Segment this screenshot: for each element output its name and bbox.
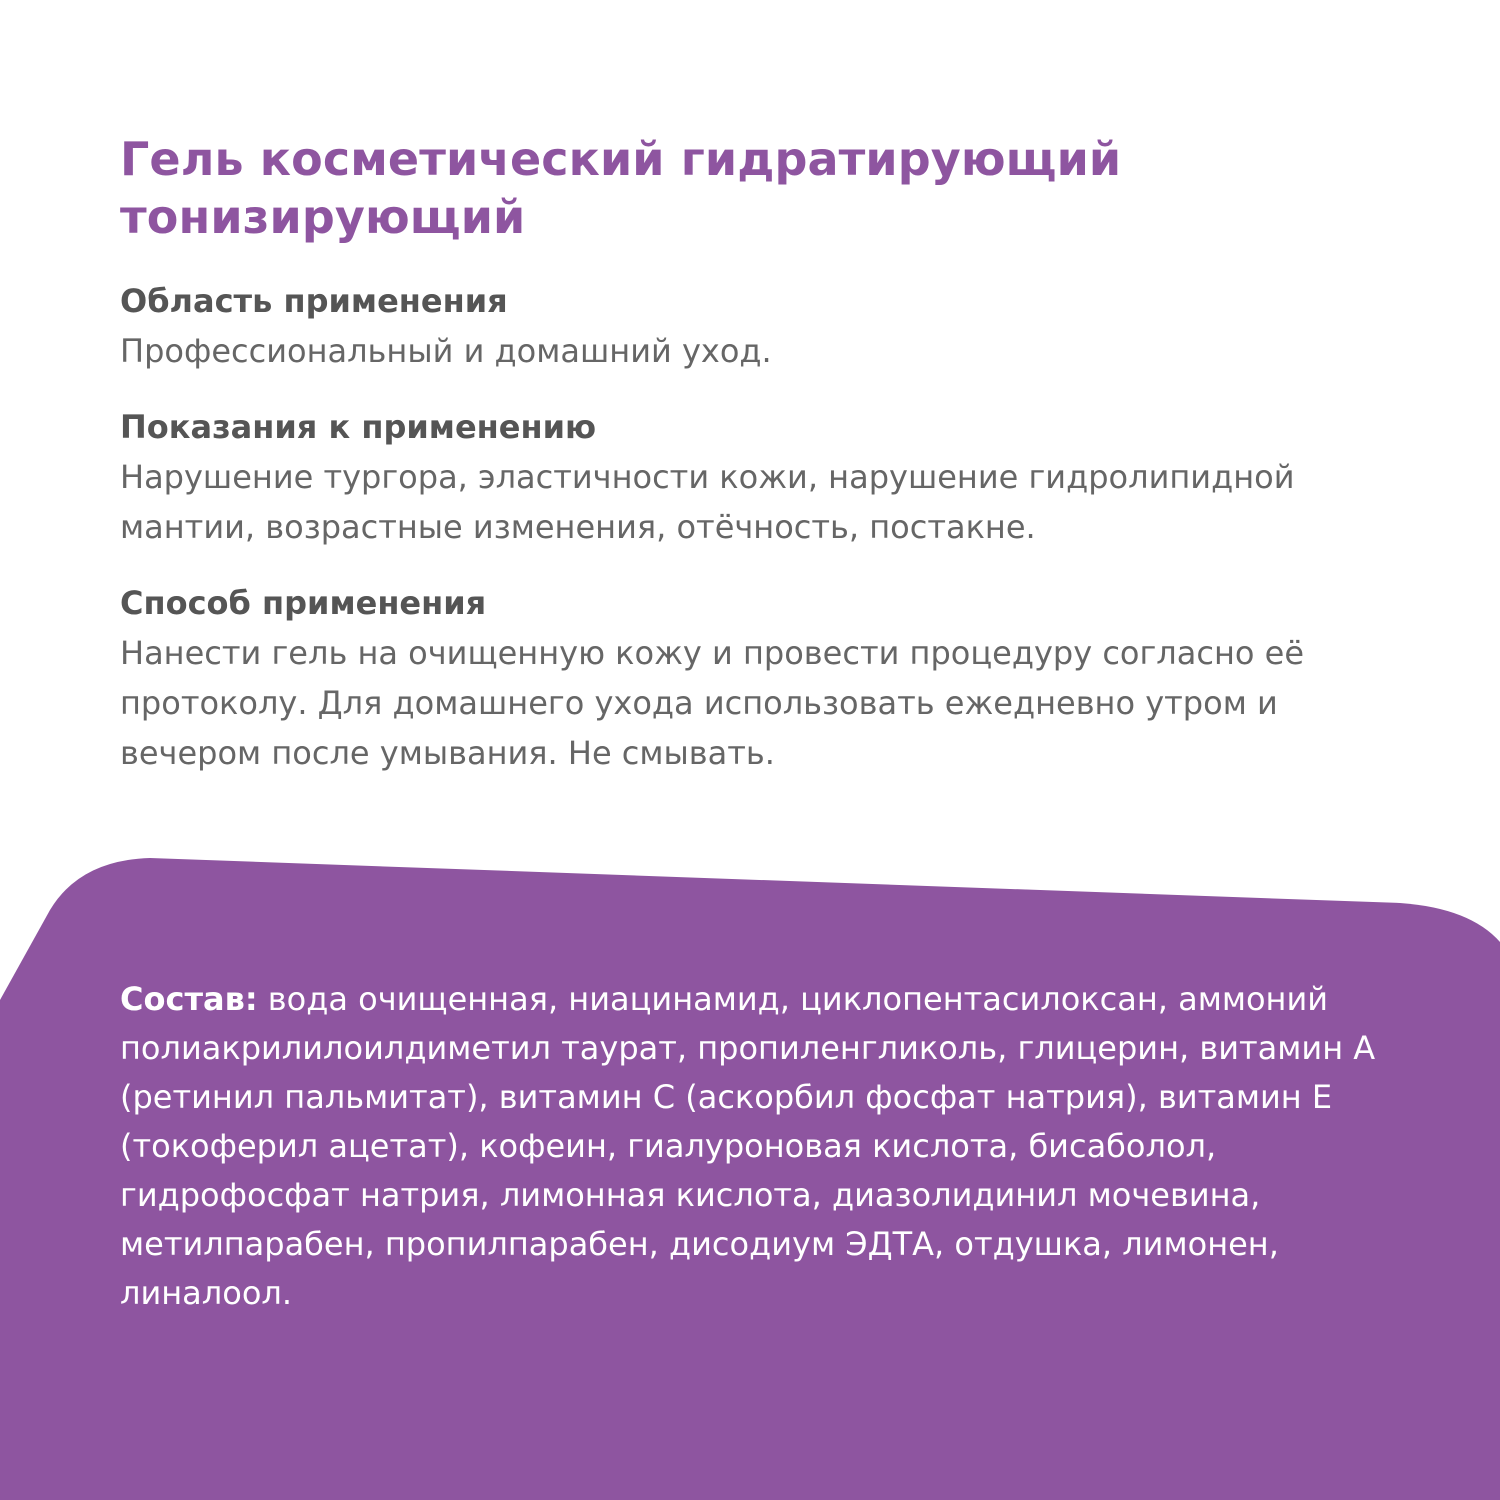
composition-label: Состав: <box>120 980 258 1018</box>
composition-text: вода очищенная, ниацинамид, циклопентасилоксан, аммоний полиакрилилоилдиметил таурат, пропиленгликоль, глицерин, витамин А (ретинил пальмитат), витамин С (аскорбил фосфат натрия), витамин Е (токоферил ацетат), кофеин, гиалуроновая кислота, бисаболол, гидрофосфат натрия, лимонная кислота, диазолидинил мочевина, метилпарабен, пропилпарабен, дисодиум ЭДТА, отдушка, лимонен, линалоол. <box>120 980 1376 1312</box>
section-heading: Область применения <box>120 282 508 320</box>
section-heading: Способ применения <box>120 584 487 622</box>
section-application-area <box>120 276 1380 376</box>
product-title: Гель косметический гидратирующий тонизирующий <box>120 132 1122 244</box>
section-text: Нарушение тургора, эластичности кожи, нарушение гидролипидной мантии, возрастные изменения, отёчность, постакне. <box>120 458 1295 546</box>
section-text: Профессиональный и домашний уход. <box>120 332 772 370</box>
section-indications <box>120 402 1380 552</box>
section-text: Нанести гель на очищенную кожу и провести процедуру согласно её протоколу. Для домашнего ухода использовать ежедневно утром и вечером после умывания. Не смывать. <box>120 634 1304 772</box>
section-usage <box>120 578 1380 778</box>
composition-block <box>120 975 1380 1318</box>
product-info <box>120 130 1380 778</box>
section-heading: Показания к применению <box>120 408 597 446</box>
